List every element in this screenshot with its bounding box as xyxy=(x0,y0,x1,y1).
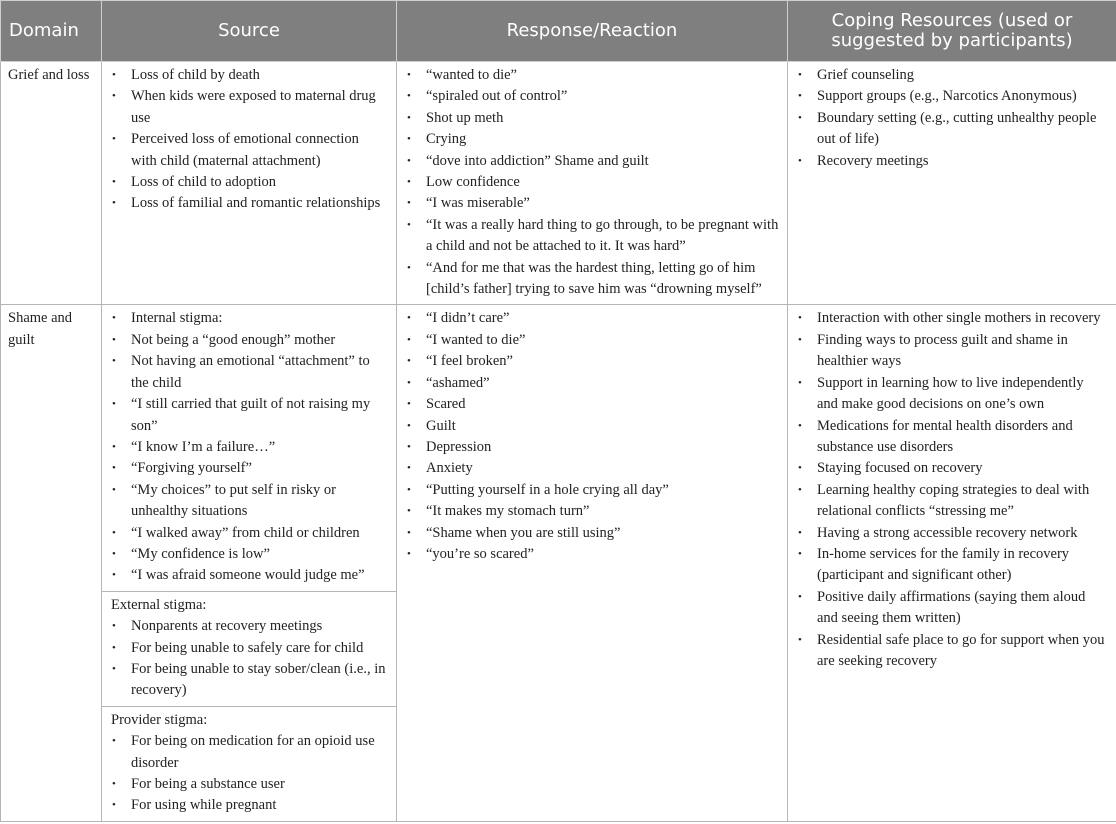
response-item: • “ashamed” xyxy=(426,373,779,394)
domain-cell: Grief and loss xyxy=(1,62,102,305)
source-item: • Not having an emotional “attachment” to the child xyxy=(131,351,388,394)
source-group xyxy=(102,591,396,706)
header-source: Source xyxy=(102,1,397,62)
source-list xyxy=(102,731,396,821)
source-item: • “My choices” to put self in risky or unhealthy situations xyxy=(131,480,388,523)
source-list xyxy=(102,305,396,590)
source-cell xyxy=(102,305,397,821)
coping-item: • Positive daily affirmations (saying them aloud and seeing them written) xyxy=(817,587,1108,630)
response-list xyxy=(397,62,787,304)
source-item: • For being a substance user xyxy=(131,774,388,795)
coping-item: • Finding ways to process guilt and shame in healthier ways xyxy=(817,330,1108,373)
response-item: • Depression xyxy=(426,437,779,458)
response-item: • “I wanted to die” xyxy=(426,330,779,351)
source-group-title: External stigma: xyxy=(111,596,207,613)
source-list xyxy=(102,62,396,219)
coping-item: • Medications for mental health disorders and substance use disorders xyxy=(817,416,1108,459)
coping-list xyxy=(788,305,1116,676)
coping-cell xyxy=(788,62,1116,305)
header-response: Response/Reaction xyxy=(397,1,788,62)
coping-item: • Grief counseling xyxy=(817,65,1108,86)
response-cell xyxy=(397,62,788,305)
table-body xyxy=(1,62,1116,822)
response-item: • Shot up meth xyxy=(426,108,779,129)
coping-item: • Having a strong accessible recovery network xyxy=(817,523,1108,544)
coping-cell xyxy=(788,305,1116,821)
coping-item: • Learning healthy coping strategies to deal with relational conflicts “stressing me” xyxy=(817,480,1108,523)
coping-item: • Staying focused on recovery xyxy=(817,458,1108,479)
response-item: • “It makes my stomach turn” xyxy=(426,501,779,522)
source-item: • Loss of child to adoption xyxy=(131,172,388,193)
source-item: • Perceived loss of emotional connection with child (maternal attachment) xyxy=(131,129,388,172)
response-item: • “And for me that was the hardest thing, letting go of him [child’s father] trying to save him was “drowning myself” xyxy=(426,258,779,301)
header-domain: Domain xyxy=(1,1,102,62)
response-item: • “wanted to die” xyxy=(426,65,779,86)
source-item: • For using while pregnant xyxy=(131,795,388,816)
source-item: • Nonparents at recovery meetings xyxy=(131,616,388,637)
response-item: • “Putting yourself in a hole crying all day” xyxy=(426,480,779,501)
source-group xyxy=(102,62,396,219)
source-item: • Not being a “good enough” mother xyxy=(131,330,388,351)
response-item: • Guilt xyxy=(426,416,779,437)
source-item: • Loss of familial and romantic relationships xyxy=(131,193,388,214)
coping-item: • In-home services for the family in recovery (participant and significant other) xyxy=(817,544,1108,587)
header-row xyxy=(1,1,1116,62)
header-coping: Coping Resources (used or suggested by participants) xyxy=(788,1,1116,62)
coping-item: • Interaction with other single mothers in recovery xyxy=(817,308,1108,329)
response-list xyxy=(397,305,787,569)
source-item: • Loss of child by death xyxy=(131,65,388,86)
response-item: • Crying xyxy=(426,129,779,150)
response-item: • Low confidence xyxy=(426,172,779,193)
coping-item: • Recovery meetings xyxy=(817,151,1108,172)
source-item: • “I walked away” from child or children xyxy=(131,523,388,544)
response-item: • Anxiety xyxy=(426,458,779,479)
response-item: • “I feel broken” xyxy=(426,351,779,372)
table-row xyxy=(1,62,1116,305)
coping-item: • Support in learning how to live independently and make good decisions on one’s own xyxy=(817,373,1108,416)
source-item: • “I was afraid someone would judge me” xyxy=(131,565,388,586)
source-group xyxy=(102,706,396,821)
coping-item: • Boundary setting (e.g., cutting unhealthy people out of life) xyxy=(817,108,1108,151)
table-row xyxy=(1,305,1116,821)
coping-item: • Support groups (e.g., Narcotics Anonymous) xyxy=(817,86,1108,107)
source-list xyxy=(102,616,396,706)
source-item: • Internal stigma: xyxy=(131,308,388,329)
source-item: • “I still carried that guilt of not raising my son” xyxy=(131,394,388,437)
response-item: • “dove into addiction” Shame and guilt xyxy=(426,151,779,172)
response-item: • “you’re so scared” xyxy=(426,544,779,565)
source-item: • For being on medication for an opioid use disorder xyxy=(131,731,388,774)
response-item: • Scared xyxy=(426,394,779,415)
response-item: • “I was miserable” xyxy=(426,193,779,214)
coping-item: • Residential safe place to go for support when you are seeking recovery xyxy=(817,630,1108,673)
domain-cell: Shame and guilt xyxy=(1,305,102,821)
source-group-title: Provider stigma: xyxy=(111,711,208,728)
source-item: • When kids were exposed to maternal drug use xyxy=(131,86,388,129)
response-item: • “It was a really hard thing to go through, to be pregnant with a child and not be attached to it. It was hard” xyxy=(426,215,779,258)
source-item: • For being unable to stay sober/clean (i.e., in recovery) xyxy=(131,659,388,702)
source-item: • For being unable to safely care for child xyxy=(131,638,388,659)
source-group xyxy=(102,305,396,590)
source-item: • “My confidence is low” xyxy=(131,544,388,565)
response-cell xyxy=(397,305,788,821)
source-item: • “Forgiving yourself” xyxy=(131,458,388,479)
coping-list xyxy=(788,62,1116,176)
source-cell xyxy=(102,62,397,305)
response-item: • “Shame when you are still using” xyxy=(426,523,779,544)
response-item: • “I didn’t care” xyxy=(426,308,779,329)
source-item: • “I know I’m a failure…” xyxy=(131,437,388,458)
response-item: • “spiraled out of control” xyxy=(426,86,779,107)
